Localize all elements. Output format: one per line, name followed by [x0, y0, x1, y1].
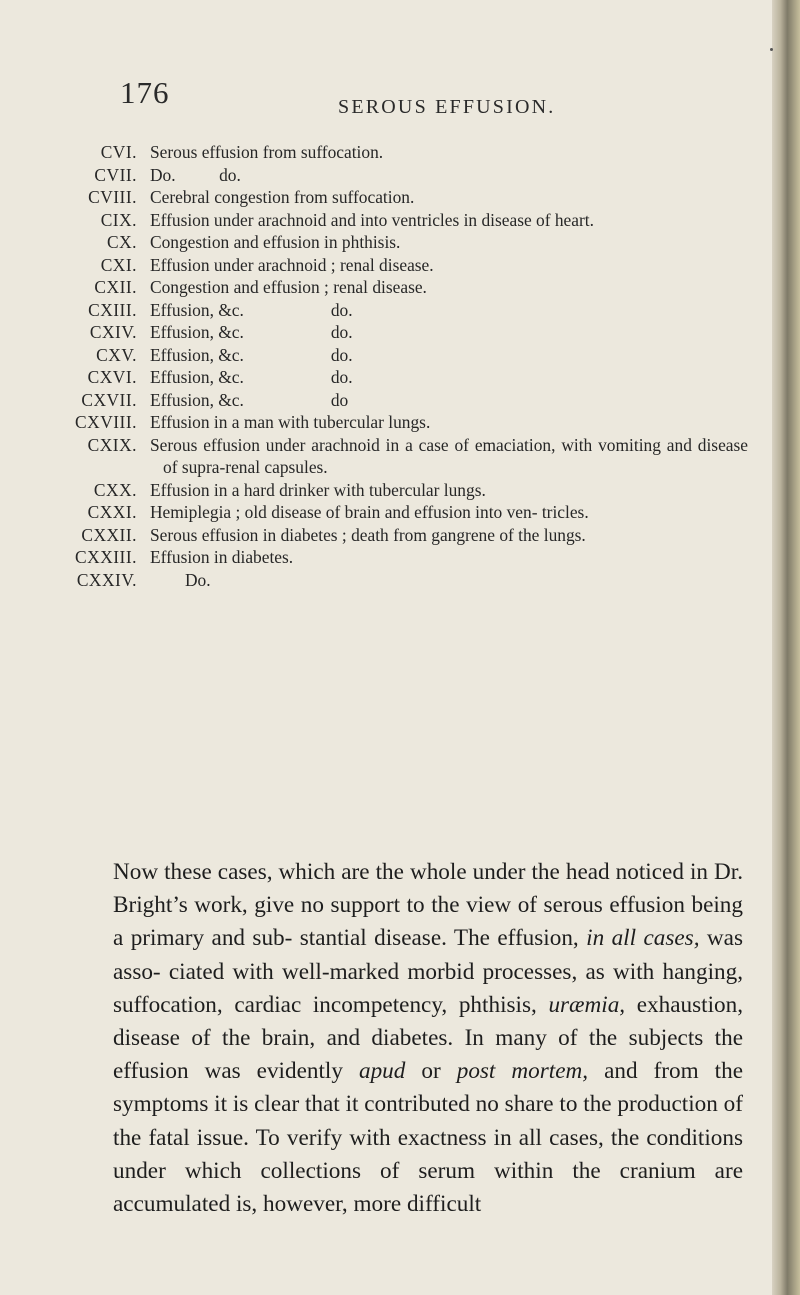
- case-numeral: CXIV.: [89, 322, 137, 342]
- case-description: Effusion, &c. do.: [150, 322, 353, 342]
- ink-speck: [770, 48, 773, 51]
- case-numeral: CVII.: [94, 164, 137, 185]
- paragraph-text: exhaustion, disease of the brain, and diabetes. In many of the subjects the effusion was evidently: [113, 991, 743, 1085]
- case-numeral: CXVIII.: [75, 412, 137, 432]
- case-description: Effusion, &c. do: [150, 389, 349, 410]
- case-numeral: CXXIV.: [76, 569, 137, 590]
- case-entry: [0, 569, 800, 592]
- case-numeral: CXI.: [100, 254, 137, 275]
- case-entry: [0, 254, 800, 277]
- case-description: Serous effusion in diabetes ; death from gangrene of the lungs.: [150, 524, 586, 545]
- italic-phrase: in all cases,: [586, 925, 700, 952]
- case-description: Serous effusion from suffocation.: [150, 142, 384, 162]
- case-entry: [0, 546, 800, 569]
- case-description: Effusion, &c. do.: [150, 299, 353, 320]
- case-entry: [0, 299, 800, 322]
- case-description: Effusion in a man with tubercular lungs.: [150, 412, 431, 432]
- case-entry: [0, 479, 800, 502]
- case-description: Hemiplegia ; old disease of brain and effusion into ven- tricles.: [150, 502, 589, 522]
- case-description: Do. do.: [150, 164, 241, 185]
- case-entry: [0, 186, 800, 209]
- case-entry: [0, 524, 800, 547]
- italic-phrase: uræmia,: [548, 991, 626, 1018]
- case-numeral: CIX.: [100, 209, 137, 230]
- case-entry: [0, 209, 800, 232]
- case-entry: [0, 321, 800, 344]
- paragraph-text: and from the symptoms it is clear that it contributed no share to the production of the fatal issue. To verify with exactness in all cases, the conditions under which collections of serum within the cranium are accumulated is, however, more difficult: [113, 1058, 743, 1218]
- case-description: Serous effusion under arachnoid in a case of emaciation, with vomiting and disease of supra-renal capsules.: [150, 434, 748, 477]
- italic-phrase: apud: [358, 1058, 406, 1085]
- case-entry: [0, 389, 800, 412]
- case-description: Cerebral congestion from suffocation.: [150, 187, 415, 207]
- case-description: Effusion in a hard drinker with tubercular lungs.: [150, 479, 486, 500]
- case-numeral: CXIII.: [88, 299, 137, 320]
- case-description: Effusion in diabetes.: [150, 547, 294, 567]
- case-numeral: CXXIII.: [75, 547, 137, 567]
- case-description: Congestion and effusion in phthisis.: [150, 232, 401, 252]
- page-number: 176: [120, 75, 170, 110]
- case-description: Do.: [185, 569, 211, 590]
- case-description: Effusion under arachnoid ; renal disease.: [150, 254, 434, 275]
- paragraph-text: Now these cases, which are the whole under the head noticed in Dr. Bright’s work, give no support to the view of serous effusion being a primary and sub- stantial disease. The effusion,: [113, 859, 743, 952]
- case-entry: [0, 164, 800, 187]
- case-entry: [0, 344, 800, 367]
- case-numeral: CXVI.: [87, 367, 137, 387]
- case-entry: [0, 276, 800, 299]
- paragraph-text: was asso- ciated with well-marked morbid processes, as with hanging, suffocation, cardiac incompetency, phthisis,: [113, 925, 743, 1018]
- case-description: Effusion, &c. do.: [150, 367, 353, 387]
- case-entry: [0, 141, 800, 164]
- running-title: SEROUS EFFUSION.: [338, 96, 556, 118]
- case-description: Congestion and effusion ; renal disease.: [150, 277, 427, 297]
- case-description: Effusion under arachnoid and into ventricles in disease of heart.: [150, 209, 594, 230]
- case-numeral: CX.: [106, 232, 137, 252]
- case-list: [0, 141, 800, 591]
- case-entry: [0, 434, 800, 479]
- case-description: Effusion, &c. do.: [150, 344, 353, 365]
- case-numeral: CXII.: [94, 277, 137, 297]
- case-numeral: CXV.: [96, 344, 137, 365]
- case-entry: [0, 411, 800, 434]
- case-numeral: CXX.: [93, 479, 137, 500]
- case-entry: [0, 501, 800, 524]
- case-numeral: CVIII.: [88, 187, 137, 207]
- case-entry: [0, 366, 800, 389]
- italic-phrase: post mortem,: [456, 1058, 589, 1085]
- case-numeral: CXXII.: [81, 524, 137, 545]
- case-numeral: CXXI.: [87, 502, 137, 522]
- paragraph-text: or: [405, 1058, 457, 1085]
- body-paragraph: [113, 856, 743, 1221]
- case-numeral: CXVII.: [81, 389, 137, 410]
- case-entry: [0, 231, 800, 254]
- case-numeral: CXIX.: [87, 434, 137, 455]
- case-numeral: CVI.: [100, 142, 137, 162]
